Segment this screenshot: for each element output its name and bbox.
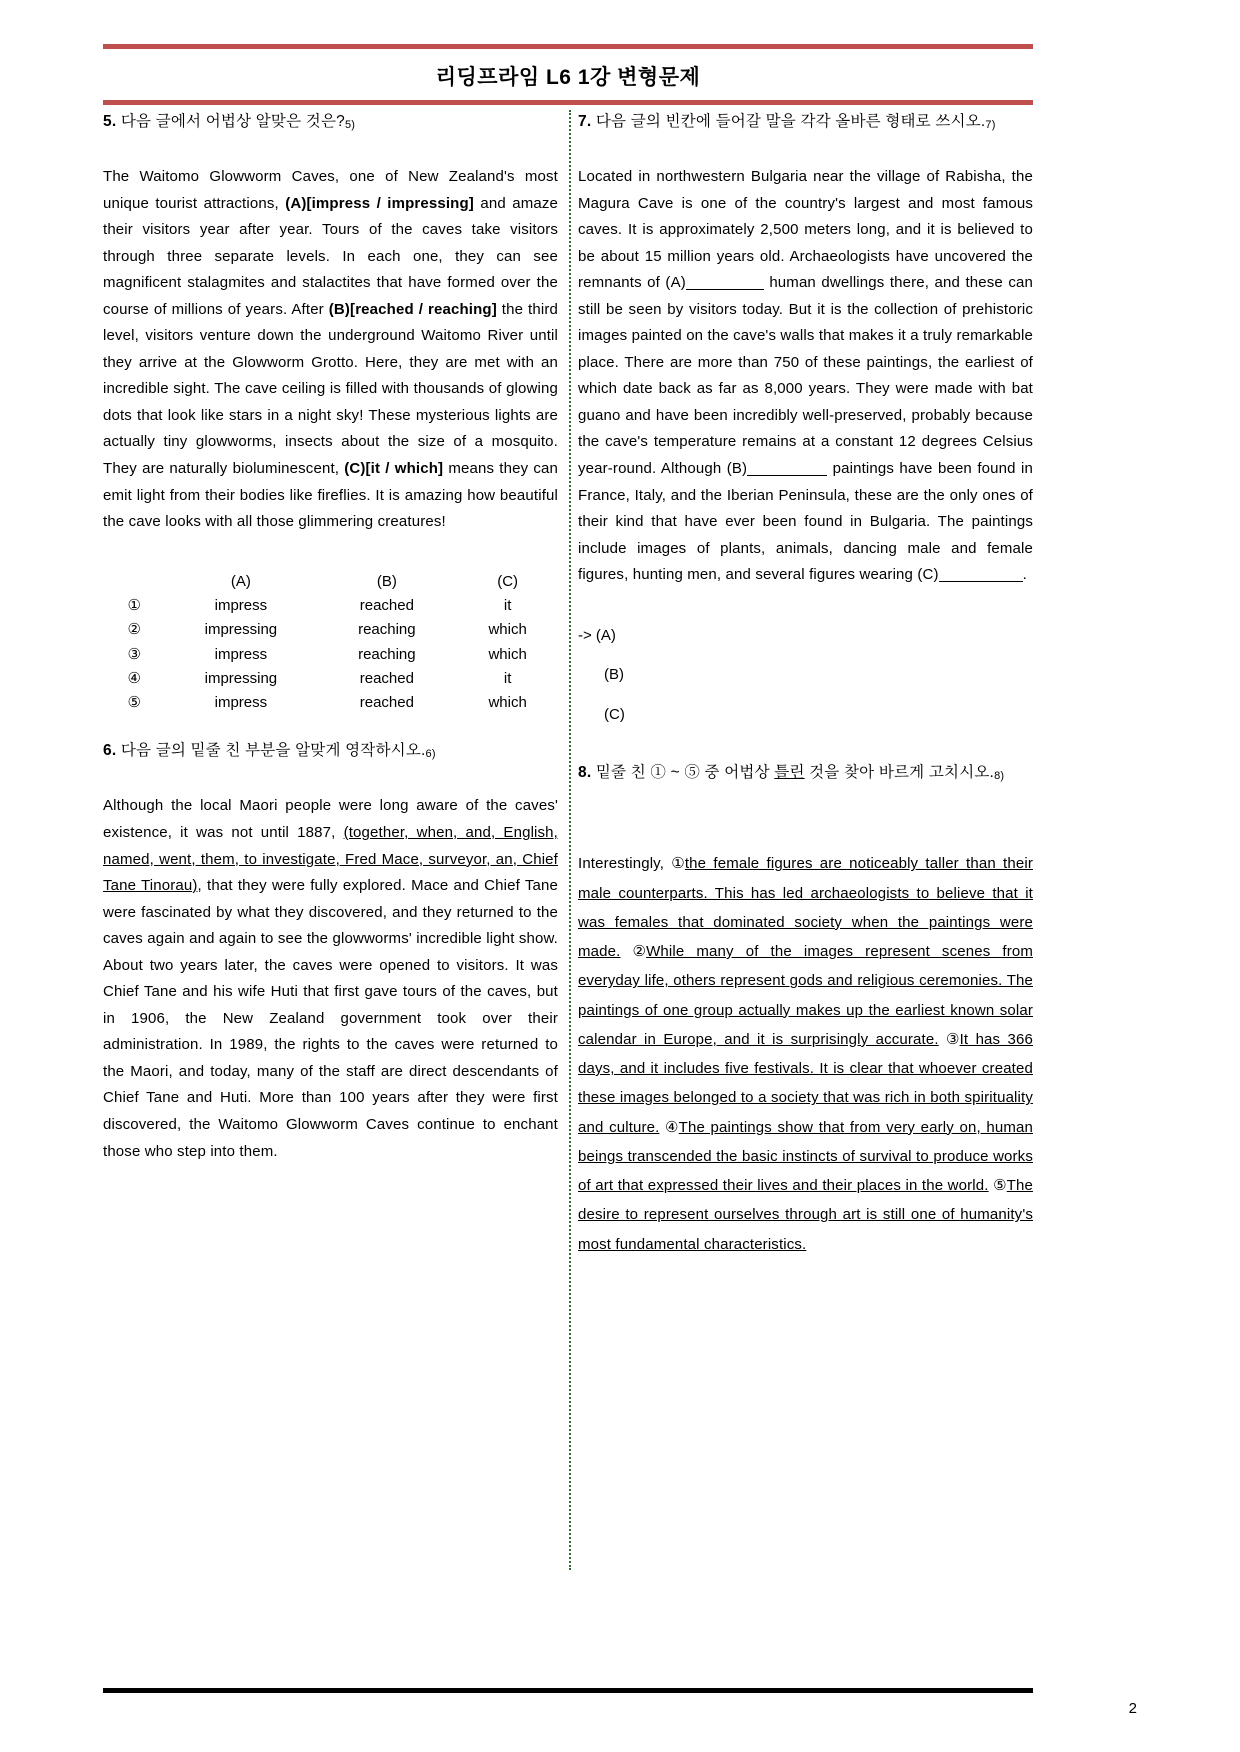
q8-segment-3[interactable]: It has 366 days, and it includes five festivals. It is clear that whoever created these images belonged to a society that was rich in both spirituality and culture. — [578, 1030, 1033, 1136]
question-5-choice-table — [103, 570, 558, 716]
question-6-number: 6. — [103, 742, 117, 760]
question-8-prompt-part2: 것을 찾아 바르게 고치시오. — [804, 764, 995, 782]
q5-choice-c-inline: (C)[it / which] — [344, 460, 444, 478]
question-8-passage — [578, 849, 1033, 1259]
question-7-footnote: 7) — [985, 119, 996, 131]
header-rule-bottom — [103, 100, 1033, 105]
left-column — [103, 110, 558, 1165]
q5-choice-a-inline: (A)[impress / impressing] — [285, 194, 474, 212]
q6-scrambled-words: (together, when, and, English, named, went, them, to investigate, Fred Mace, surveyor, an, Chief Tane Tinorau) — [103, 824, 558, 895]
page-number: 2 — [1128, 1700, 1137, 1717]
choice-1-c: it — [503, 596, 512, 614]
question-6-prompt: 다음 글의 밑줄 친 부분을 알맞게 영작하시오. — [120, 742, 426, 760]
q5-choice-b-inline: (B)[reached / reaching] — [328, 300, 497, 318]
q8-marker-2: ② — [632, 943, 647, 961]
q8-segment-2[interactable]: While many of the images represent scenes from everyday life, others represent gods and religious ceremonies. The paintings of one group actually makes up the earliest known solar calendar in Europe, and it is surprisingly accurate. — [578, 943, 1033, 1048]
table-row[interactable] — [103, 594, 558, 618]
question-8-number: 8. — [578, 764, 592, 782]
choice-2-c: which — [488, 621, 527, 639]
q5-text-part2: and amaze their visitors year after year. Tours of the caves take visitors through three separate levels. In each one, they can see magnificent stalagmites and stalactites that have formed over the course of millions of years. After — [103, 194, 558, 318]
choice-header-a: (A) — [230, 572, 251, 590]
question-7-passage — [578, 164, 1033, 589]
question-5-prompt: 다음 글에서 어법상 알맞은 것은? — [120, 113, 345, 130]
question-5-footnote: 5) — [344, 119, 356, 131]
question-7-answer-line-b[interactable]: (B) — [604, 666, 624, 684]
q7-text-part3: paintings have been found in France, Italy, and the Iberian Peninsula, these are the only ones of their kind that have ever been found in Bulgaria. The paintings include images of plants, animals, dancing male and female figures, hunting men, and several figures wearing (C) — [578, 460, 1034, 584]
question-8-prompt-emphasis: 틀린 — [774, 764, 805, 782]
choice-4-c: it — [503, 669, 512, 687]
footer-rule — [103, 1688, 1033, 1693]
q7-text-part2: human dwellings there, and these can still be seen by visitors today. But it is the collection of prehistoric images painted on the cave's walls that makes it a truly remarkable place. There are more than 750 of these paintings, the earliest of which date back as far as 8,000 years. They were made with bat guano and have been incredibly well-preserved, probably because the cave's temperature remains at a constant 12 degrees Celsius year-round. Although (B) — [578, 274, 1033, 478]
q8-intro-text: Interestingly, — [578, 855, 672, 873]
q8-marker-5: ⑤ — [993, 1177, 1007, 1195]
question-5-passage — [103, 164, 558, 536]
q6-text-part1: Although the local Maori people were long aware of the caves' existence, it was not until 1887, — [103, 797, 558, 842]
choice-2-a: impressing — [204, 621, 278, 639]
q8-segment-1[interactable]: the female figures are noticeably taller than their male counterparts. This has led archaeologists to believe that it was females that dominated society when the paintings were made. — [578, 855, 1033, 961]
choice-header-b: (B) — [376, 572, 397, 590]
choice-number-4[interactable]: ④ — [127, 669, 141, 687]
choice-number-3[interactable]: ③ — [127, 645, 141, 663]
answer-blank-a[interactable] — [686, 289, 764, 290]
question-6-passage — [103, 793, 558, 1165]
q8-segment-5[interactable]: The desire to represent ourselves through art is still one of humanity's most fundamental characteristics. — [578, 1177, 1033, 1253]
table-row[interactable] — [103, 643, 558, 667]
table-row[interactable] — [103, 691, 558, 715]
q8-marker-1: ① — [671, 855, 685, 873]
question-8-prompt-part1: 밑줄 친 ① ~ ⑤ 중 어법상 — [595, 764, 775, 782]
q7-text-part1: Located in northwestern Bulgaria near the village of Rabisha, the Magura Cave is one of the country's largest and most famous caves. It is approximately 2,500 meters long, and it is believed to be about 15 million years old. Archaeologists have uncovered the remnants of (A) — [578, 168, 1033, 292]
question-7-prompt: 다음 글의 빈칸에 들어갈 말을 각각 올바른 형태로 쓰시오. — [595, 113, 986, 130]
choice-1-a: impress — [214, 596, 268, 614]
question-7-answer-line-a[interactable]: -> (A) — [578, 626, 616, 644]
two-column-body — [103, 110, 1033, 1610]
choice-5-c: which — [488, 694, 527, 712]
question-8-footnote: 8) — [994, 770, 1005, 783]
q5-text-part3: the third level, visitors venture down the underground Waitomo River until they arrive at the Glowworm Grotto. Here, they are met with an incredible sight. The cave ceiling is filled with thousands of glowing dots that look like stars in a night sky! These mysterious lights are actually tiny glowworms, insects about the size of a mosquito. They are naturally bioluminescent, — [103, 300, 558, 478]
question-5-number: 5. — [103, 113, 117, 130]
choice-5-b: reached — [359, 694, 414, 712]
question-8-heading — [578, 761, 1033, 785]
q6-text-part2: , that they were fully explored. Mace and Chief Tane were fascinated by what they discovered, and they returned to the caves again and again to see the glowworms' incredible light show. About two years later, the caves were opened to visitors. It was Chief Tane and his wife Huti that first gave tours of the caves, but in 1906, the New Zealand government took over their administration. In 1989, the rights to the caves were returned to the Maori, and today, many of the staff are direct descendants of Chief Tane and Huti. More than 100 years after they were first discovered, the Waitomo Glowworm Caves continue to enchant those who step into them. — [103, 877, 558, 1160]
choice-3-c: which — [488, 645, 527, 663]
q8-marker-4: ④ — [665, 1118, 679, 1136]
choice-1-b: reached — [359, 596, 414, 614]
question-7-number: 7. — [578, 113, 592, 130]
answer-blank-b[interactable] — [747, 475, 827, 476]
question-7-heading — [578, 110, 1033, 134]
q5-text-part1: The Waitomo Glowworm Caves, one of New Zealand's most unique tourist attractions, — [103, 168, 558, 212]
choice-4-b: reached — [359, 669, 414, 687]
choice-5-a: impress — [214, 694, 268, 712]
q8-marker-3: ③ — [946, 1030, 960, 1048]
table-row[interactable] — [103, 667, 558, 691]
q5-text-part4: means they can emit light from their bodies like fireflies. It is amazing how beautiful the cave looks with all those glimmering creatures! — [103, 460, 559, 531]
page-title: 리딩프라임 L6 1강 변형문제 — [435, 66, 701, 89]
choice-header-blank — [103, 570, 165, 594]
page-header — [103, 44, 1033, 105]
choice-3-b: reaching — [358, 645, 416, 663]
answer-blank-c[interactable] — [939, 581, 1023, 582]
q7-text-part4: . — [1022, 566, 1027, 584]
choice-4-a: impressing — [204, 669, 278, 687]
choice-3-a: impress — [214, 645, 268, 663]
right-column — [578, 110, 1033, 1259]
choice-table-header-row — [103, 570, 558, 594]
column-divider — [569, 110, 571, 1570]
q8-segment-4[interactable]: The paintings show that from very early on, human beings transcended the basic instincts of survival to produce works of art that expressed their lives and their places in the world. — [578, 1118, 1033, 1195]
question-5-heading — [103, 110, 558, 134]
question-6-footnote: 6) — [425, 748, 436, 761]
choice-number-5[interactable]: ⑤ — [127, 694, 141, 712]
choice-number-2[interactable]: ② — [127, 621, 141, 639]
choice-number-1[interactable]: ① — [127, 596, 141, 614]
question-7-answer-line-c[interactable]: (C) — [604, 705, 625, 723]
question-6-heading — [103, 739, 558, 763]
choice-header-c: (C) — [497, 572, 519, 590]
table-row[interactable] — [103, 618, 558, 642]
choice-2-b: reaching — [358, 621, 416, 639]
